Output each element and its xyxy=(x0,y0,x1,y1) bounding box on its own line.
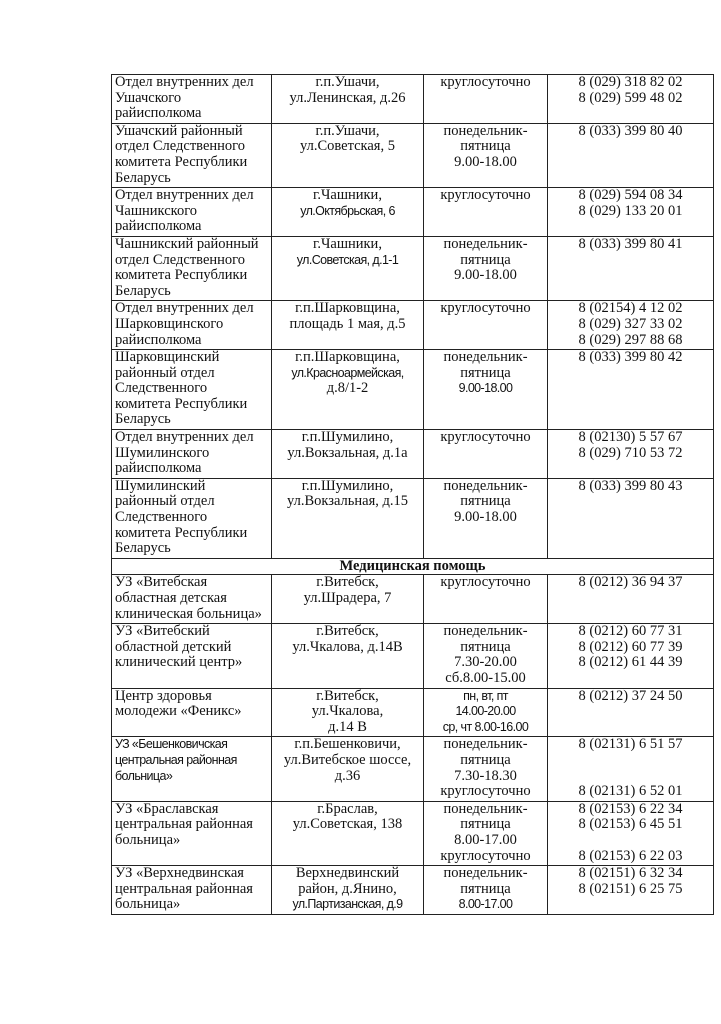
hours-cell-line: 8.00-17.00 xyxy=(458,897,513,912)
address-cell-line: ул.Чкалова, xyxy=(311,703,384,720)
address-cell-line: д.8/1-2 xyxy=(326,380,369,397)
organization-cell-line: Ушачского xyxy=(115,89,182,106)
hours-cell-line-wrap xyxy=(427,381,544,397)
organization-cell-line: больница» xyxy=(115,768,173,783)
organization-cell xyxy=(112,301,272,350)
address-cell-line: Верхнедвинский xyxy=(295,865,400,882)
section-row xyxy=(112,558,714,575)
organization-cell-line: центральная районная xyxy=(115,752,237,767)
table-row xyxy=(112,350,714,430)
organization-cell-line: Отдел внутренних дел xyxy=(115,187,254,204)
address-cell-line: ул.Ленинская, д.26 xyxy=(289,89,406,106)
address-cell xyxy=(272,737,424,801)
organization-cell xyxy=(112,801,272,865)
address-cell-line-wrap xyxy=(275,366,420,382)
phone-cell-line: 8 (029) 327 33 02 xyxy=(578,315,683,332)
organization-cell xyxy=(112,624,272,688)
organization-cell-line: больница» xyxy=(115,831,181,848)
organization-cell-line: клинический центр» xyxy=(115,654,243,671)
address-cell-line: д.14 В xyxy=(328,718,367,735)
phone-cell-line: 8 (02153) 6 22 34 xyxy=(578,801,683,817)
section-title: Медицинская помощь xyxy=(112,558,714,575)
table-row xyxy=(112,866,714,915)
hours-cell-line: круглосуточно xyxy=(440,74,531,90)
phone-cell-line: 8 (02154) 4 12 02 xyxy=(578,300,683,317)
hours-cell xyxy=(424,350,548,430)
organization-cell-line: отдел Следственного xyxy=(115,138,245,155)
organization-cell xyxy=(112,478,272,558)
contacts-table xyxy=(111,74,714,915)
hours-cell-line: понедельник- xyxy=(443,801,528,817)
table-row xyxy=(112,575,714,624)
phone-cell xyxy=(548,236,714,300)
table-row xyxy=(112,688,714,737)
address-cell xyxy=(272,575,424,624)
contacts-table-body xyxy=(112,75,714,915)
address-cell-line-wrap xyxy=(275,897,420,913)
hours-cell xyxy=(424,478,548,558)
hours-cell-line: пятница xyxy=(460,138,511,155)
phone-cell-line: 8 (02131) 6 51 57 xyxy=(578,736,683,753)
address-cell xyxy=(272,801,424,865)
hours-cell-line: 14.00-20.00 xyxy=(455,704,516,719)
address-cell xyxy=(272,688,424,737)
organization-cell xyxy=(112,575,272,624)
phone-cell xyxy=(548,478,714,558)
phone-cell-line: 8 (02130) 5 57 67 xyxy=(578,429,683,446)
phone-cell-line: 8 (029) 318 82 02 xyxy=(578,74,683,90)
phone-cell-line: 8 (0212) 60 77 31 xyxy=(578,623,683,640)
address-cell-line: г.Браслав, xyxy=(317,801,378,817)
address-cell-line: площадь 1 мая, д.5 xyxy=(289,315,406,332)
organization-cell-line: Ушачский районный xyxy=(115,123,243,139)
organization-cell-line: райисполкома xyxy=(115,331,202,348)
phone-cell xyxy=(548,75,714,124)
address-cell-line: г.п.Шумилино, xyxy=(301,478,394,494)
organization-cell-line: молодежи «Феникс» xyxy=(115,703,242,720)
phone-cell-line: 8 (033) 399 80 42 xyxy=(578,349,683,366)
table-row xyxy=(112,75,714,124)
phone-cell-line: 8 (029) 599 48 02 xyxy=(578,89,683,106)
hours-cell xyxy=(424,624,548,688)
address-cell-line: ул.Чкалова, д.14В xyxy=(292,638,403,655)
hours-cell-line: пятница xyxy=(460,493,511,510)
organization-cell-line: больница» xyxy=(115,896,181,913)
blank-line xyxy=(551,833,710,849)
organization-cell-line: комитета Республики xyxy=(115,153,248,170)
phone-cell xyxy=(548,350,714,430)
organization-cell-line: Чашникского xyxy=(115,202,198,219)
hours-cell xyxy=(424,188,548,237)
organization-cell xyxy=(112,866,272,915)
hours-cell-line: сб.8.00-15.00 xyxy=(445,669,526,686)
address-cell-line: д.36 xyxy=(334,767,361,784)
phone-cell xyxy=(548,688,714,737)
hours-cell-line: круглосуточно xyxy=(440,187,531,204)
address-cell-line: г.п.Шарковщина, xyxy=(295,349,400,366)
organization-cell-line: Шумилинский xyxy=(115,478,206,494)
address-cell xyxy=(272,301,424,350)
organization-cell-line: УЗ «Браславская xyxy=(115,801,219,817)
organization-cell xyxy=(112,236,272,300)
address-cell-line: ул.Шрадера, 7 xyxy=(303,590,392,606)
phone-cell-line: 8 (033) 399 80 43 xyxy=(578,478,683,494)
organization-cell-line: райисполкома xyxy=(115,105,202,122)
table-row xyxy=(112,301,714,350)
organization-cell-line: районный отдел xyxy=(115,493,215,510)
hours-cell-line: 9.00-18.00 xyxy=(454,267,517,284)
hours-cell-line: понедельник- xyxy=(443,736,528,753)
organization-cell-line: областная детская xyxy=(115,590,227,606)
address-cell xyxy=(272,123,424,187)
hours-cell-line: 8.00-17.00 xyxy=(454,831,517,848)
address-cell xyxy=(272,350,424,430)
hours-cell-line: пн, вт, пт xyxy=(463,688,508,703)
organization-cell-line: Следственного xyxy=(115,509,208,526)
address-cell-line: ул.Красноармейская, xyxy=(291,365,404,380)
hours-cell xyxy=(424,75,548,124)
table-row xyxy=(112,236,714,300)
phone-cell xyxy=(548,301,714,350)
address-cell xyxy=(272,236,424,300)
hours-cell xyxy=(424,737,548,801)
phone-cell-line: 8 (02151) 6 32 34 xyxy=(578,865,683,882)
phone-cell-line: 8 (033) 399 80 41 xyxy=(578,236,683,252)
phone-cell-line: 8 (029) 297 88 68 xyxy=(578,331,683,348)
hours-cell-line: понедельник- xyxy=(443,623,528,640)
phone-cell-line: 8 (029) 133 20 01 xyxy=(578,202,683,219)
organization-cell-line: областной детский xyxy=(115,638,232,655)
hours-cell-line: ср, чт 8.00-16.00 xyxy=(442,719,529,734)
address-cell-line: район, д.Янино, xyxy=(298,880,397,897)
hours-cell-line: понедельник- xyxy=(443,478,528,494)
address-cell-line: г.Витебск, xyxy=(316,688,379,704)
phone-cell-line: 8 (0212) 60 77 39 xyxy=(578,638,683,655)
table-row xyxy=(112,801,714,865)
organization-cell xyxy=(112,737,272,801)
phone-cell xyxy=(548,123,714,187)
organization-cell-line: Шарковщинского xyxy=(115,315,224,332)
organization-cell-line: райисполкома xyxy=(115,218,202,235)
table-row xyxy=(112,737,714,801)
hours-cell xyxy=(424,301,548,350)
organization-cell xyxy=(112,75,272,124)
organization-cell-line: комитета Республики xyxy=(115,267,248,284)
organization-cell xyxy=(112,688,272,737)
table-row xyxy=(112,430,714,479)
hours-cell xyxy=(424,801,548,865)
phone-cell-line: 8 (02151) 6 25 75 xyxy=(578,880,683,897)
address-cell xyxy=(272,430,424,479)
hours-cell xyxy=(424,688,548,737)
organization-cell-line-wrap xyxy=(115,737,268,753)
organization-cell-line: Следственного xyxy=(115,380,208,397)
phone-cell xyxy=(548,575,714,624)
organization-cell xyxy=(112,188,272,237)
table-row xyxy=(112,188,714,237)
organization-cell xyxy=(112,123,272,187)
hours-cell-line: понедельник- xyxy=(443,123,528,139)
organization-cell-line: комитета Республики xyxy=(115,395,248,412)
organization-cell-line: Беларусь xyxy=(115,411,171,428)
organization-cell-line: Отдел внутренних дел xyxy=(115,429,254,446)
hours-cell-line-wrap xyxy=(427,689,544,705)
organization-cell-line: центральная районная xyxy=(115,816,253,833)
organization-cell-line: УЗ «Верхнедвинская xyxy=(115,865,244,882)
hours-cell-line: пятница xyxy=(460,816,511,833)
organization-cell-line: УЗ «Бешенковичская xyxy=(115,737,228,752)
phone-cell xyxy=(548,866,714,915)
organization-cell-line: комитета Республики xyxy=(115,524,248,541)
address-cell-line: г.п.Бешенковичи, xyxy=(294,736,401,753)
phone-cell-line: 8 (02153) 6 22 03 xyxy=(578,847,683,864)
phone-cell-line: 8 (029) 710 53 72 xyxy=(578,444,683,461)
hours-cell-line: круглосуточно xyxy=(440,847,531,864)
address-cell-line: ул.Советская, 5 xyxy=(300,138,395,155)
organization-cell-line: УЗ «Витебская xyxy=(115,574,208,591)
organization-cell-line: Шумилинского xyxy=(115,444,210,461)
address-cell xyxy=(272,478,424,558)
hours-cell-line-wrap xyxy=(427,704,544,720)
hours-cell-line-wrap xyxy=(427,897,544,913)
hours-cell-line: пятница xyxy=(460,638,511,655)
phone-cell-line: 8 (033) 399 80 40 xyxy=(578,123,683,139)
address-cell-line: г.Чашники, xyxy=(313,187,382,204)
address-cell-line-wrap xyxy=(275,204,420,220)
address-cell-line: г.п.Ушачи, xyxy=(315,74,380,90)
hours-cell xyxy=(424,430,548,479)
address-cell-line: ул.Советская, 138 xyxy=(292,816,403,833)
address-cell-line: г.Витебск, xyxy=(316,623,379,640)
organization-cell-line: Отдел внутренних дел xyxy=(115,74,254,90)
hours-cell-line: 9.00-18.00 xyxy=(454,153,517,170)
hours-cell-line: пятница xyxy=(460,364,511,381)
phone-cell xyxy=(548,430,714,479)
phone-cell-line: 8 (029) 594 08 34 xyxy=(578,187,683,204)
organization-cell-line: Шарковщинский xyxy=(115,349,220,366)
organization-cell xyxy=(112,350,272,430)
hours-cell-line: круглосуточно xyxy=(440,574,531,591)
organization-cell-line-wrap xyxy=(115,753,268,769)
table-row xyxy=(112,123,714,187)
hours-cell-line: круглосуточно xyxy=(440,783,531,800)
address-cell-line: ул.Партизанская, д.9 xyxy=(292,897,403,912)
hours-cell xyxy=(424,236,548,300)
table-row xyxy=(112,478,714,558)
organization-cell-line: отдел Следственного xyxy=(115,251,245,268)
address-cell xyxy=(272,75,424,124)
address-cell-line: г.Чашники, xyxy=(313,236,382,252)
hours-cell-line: 7.30-18.30 xyxy=(454,767,517,784)
address-cell xyxy=(272,624,424,688)
hours-cell-line: пятница xyxy=(460,251,511,268)
blank-line xyxy=(551,769,710,785)
phone-cell-line: 8 (0212) 37 24 50 xyxy=(578,688,683,704)
hours-cell-line: пятница xyxy=(460,751,511,768)
organization-cell-line: Центр здоровья xyxy=(115,688,212,704)
organization-cell-line-wrap xyxy=(115,769,268,785)
address-cell-line: ул.Вокзальная, д.1а xyxy=(287,444,408,461)
address-cell xyxy=(272,188,424,237)
phone-cell xyxy=(548,188,714,237)
hours-cell-line: круглосуточно xyxy=(440,300,531,317)
table-row xyxy=(112,624,714,688)
organization-cell-line: Беларусь xyxy=(115,282,171,299)
organization-cell-line: Чашникский районный xyxy=(115,236,259,252)
address-cell xyxy=(272,866,424,915)
address-cell-line: г.п.Шарковщина, xyxy=(295,300,400,317)
hours-cell-line: 9.00-18.00 xyxy=(454,509,517,526)
phone-cell-line: 8 (0212) 36 94 37 xyxy=(578,574,683,591)
address-cell-line: ул.Вокзальная, д.15 xyxy=(286,493,408,510)
address-cell-line: г.п.Ушачи, xyxy=(315,123,380,139)
address-cell-line: г.п.Шумилино, xyxy=(301,429,394,446)
hours-cell xyxy=(424,575,548,624)
address-cell-line-wrap xyxy=(275,253,420,269)
hours-cell-line: понедельник- xyxy=(443,349,528,366)
organization-cell-line: Беларусь xyxy=(115,169,171,186)
address-cell-line: ул.Советская, д.1-1 xyxy=(296,252,399,267)
hours-cell-line: 9.00-18.00 xyxy=(458,381,513,396)
hours-cell-line: круглосуточно xyxy=(440,429,531,446)
hours-cell-line: понедельник- xyxy=(443,865,528,882)
hours-cell-line-wrap xyxy=(427,720,544,736)
organization-cell-line: райисполкома xyxy=(115,460,202,477)
organization-cell xyxy=(112,430,272,479)
hours-cell xyxy=(424,866,548,915)
phone-cell xyxy=(548,624,714,688)
organization-cell-line: районный отдел xyxy=(115,364,215,381)
phone-cell-line: 8 (02131) 6 52 01 xyxy=(578,783,683,800)
address-cell-line: ул.Витебское шоссе, xyxy=(283,751,412,768)
phone-cell-line: 8 (02153) 6 45 51 xyxy=(578,816,683,833)
phone-cell xyxy=(548,801,714,865)
address-cell-line: г.Витебск, xyxy=(316,574,379,591)
organization-cell-line: Беларусь xyxy=(115,540,171,557)
hours-cell-line: пятница xyxy=(460,880,511,897)
phone-cell-line: 8 (0212) 61 44 39 xyxy=(578,654,683,671)
address-cell-line: ул.Октябрьская, 6 xyxy=(300,203,395,218)
hours-cell-line: 7.30-20.00 xyxy=(454,654,517,671)
hours-cell-line: понедельник- xyxy=(443,236,528,252)
organization-cell-line: Отдел внутренних дел xyxy=(115,300,254,317)
organization-cell-line: клиническая больница» xyxy=(115,605,262,622)
organization-cell-line: УЗ «Витебский xyxy=(115,623,210,640)
hours-cell xyxy=(424,123,548,187)
blank-line xyxy=(551,753,710,769)
organization-cell-line: центральная районная xyxy=(115,880,253,897)
phone-cell xyxy=(548,737,714,801)
